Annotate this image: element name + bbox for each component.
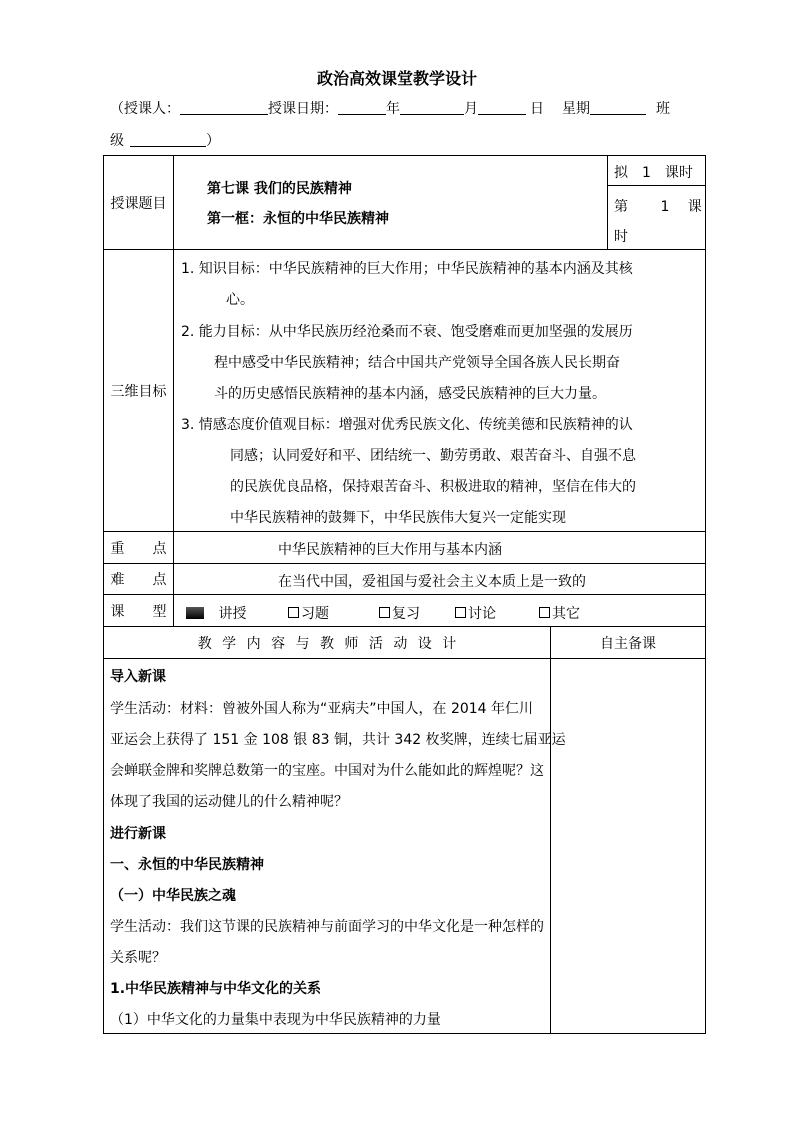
month-label: 月 [464,101,478,117]
goal-line: 心。 [226,292,254,308]
checkbox-icon [539,607,550,618]
goal-line: 1. 知识目标：中华民族精神的巨大作用；中华民族精神的基本内涵及其核 [181,261,633,277]
self-prep-notes[interactable] [550,658,706,1034]
weekday-label: 星期 [562,101,590,117]
teacher-label: （授课人： [110,101,180,117]
content-line: 关系呢？ [110,950,166,966]
plan-hours-cell [607,155,706,186]
checkbox-icon [288,607,299,618]
option-exercise[interactable]: 习题 [288,603,329,623]
difficulty-label: 难 点 [103,563,174,595]
class-label: 级 [110,133,124,149]
frame-title: 第一框：永恒的中华民族精神 [207,211,389,227]
checked-box-icon [186,607,204,619]
hour-no-cell [607,185,706,250]
section-heading: 导入新课 [110,669,166,685]
difficulty-cell [173,563,706,595]
topic-label: 授课题目 [103,155,174,250]
checkbox-icon [455,607,466,618]
content-line: （1）中华文化的力量集中表现为中华民族精神的力量 [110,1012,441,1028]
goal-line: 2. 能力目标：从中华民族历经沧桑而不衰、饱受磨难而更加坚强的发展历 [181,324,633,340]
day-label: 日 [530,101,544,117]
date-label: 授课日期： [268,101,338,117]
key-point-cell [173,531,706,564]
option-discussion[interactable]: 讨论 [455,603,496,623]
goal-line: 中华民族精神的鼓舞下，中华民族伟大复兴一定能实现 [230,510,566,526]
option-review[interactable]: 复习 [379,603,420,623]
content-line: 学生活动：材料：曾被外国人称为“亚病夫”中国人，在 2014 年仁川 [110,701,534,717]
plan-hours: 拟 1 课时 [614,165,693,181]
key-point-text: 中华民族精神的巨大作用与基本内涵 [278,542,502,558]
topic-content [173,155,608,250]
content-line: 亚运会上获得了 151 金 108 银 83 铜，共计 342 枚奖牌，连续七届亚运 [110,732,566,748]
month-blank[interactable] [400,100,464,115]
difficulty-text: 在当代中国，爱祖国与爱社会主义本质上是一致的 [278,574,586,590]
content-line: 学生活动：我们这节课的民族精神与前面学习的中华文化是一种怎样的 [110,919,544,935]
section-heading: 一、永恒的中华民族精神 [110,857,264,873]
option-lecture[interactable]: 讲授 [186,603,246,623]
weekday-blank[interactable] [590,100,646,115]
info-line-1 [110,98,670,118]
goals-content [173,249,706,532]
teacher-blank[interactable] [180,100,268,115]
hour-suffix: 时 [614,229,628,245]
option-other[interactable]: 其它 [539,603,580,623]
section-heading: 进行新课 [110,826,166,842]
goal-line: 程中感受中华民族精神；结合中国共产党领导全国各族人民长期奋 [214,355,620,371]
year-label: 年 [386,101,400,117]
section-heading: 1.中华民族精神与中华文化的关系 [110,981,322,997]
hour-no: 第 1 课 [614,199,702,215]
lesson-type-options [173,594,706,627]
checkbox-icon [379,607,390,618]
lesson-title: 第七课 我们的民族精神 [207,181,352,197]
goal-line: 的民族优良品格，保持艰苦奋斗、积极进取的精神，坚信在伟大的 [230,479,636,495]
notes-header: 自主备课 [550,626,706,659]
key-point-label: 重 点 [103,531,174,564]
goal-line: 斗的历史感悟民族精神的基本内涵，感受民族精神的巨大力量。 [214,386,606,402]
info-line-2 [110,130,220,150]
content-line: 会蝉联金牌和奖牌总数第一的宝座。中国对为什么能如此的辉煌呢？这 [110,763,544,779]
class-prefix: 班 [656,101,670,117]
content-line: 体现了我国的运动健儿的什么精神呢？ [110,794,348,810]
close-paren: ） [206,133,220,149]
content-header: 教 学 内 容 与 教 师 活 动 设 计 [103,626,551,659]
year-blank[interactable] [338,100,386,115]
document-title: 政治高效课堂教学设计 [316,69,477,88]
teaching-content [103,658,566,1034]
goal-line: 同感；认同爱好和平、团结统一、勤劳勇敢、艰苦奋斗、自强不息 [230,448,636,464]
class-blank[interactable] [130,132,206,147]
lesson-type-label: 课 型 [103,594,174,627]
section-heading: （一）中华民族之魂 [110,888,236,904]
day-blank[interactable] [478,100,526,115]
goals-label: 三维目标 [103,249,174,532]
goal-line: 3. 情感态度价值观目标：增强对优秀民族文化、传统美德和民族精神的认 [181,417,633,433]
